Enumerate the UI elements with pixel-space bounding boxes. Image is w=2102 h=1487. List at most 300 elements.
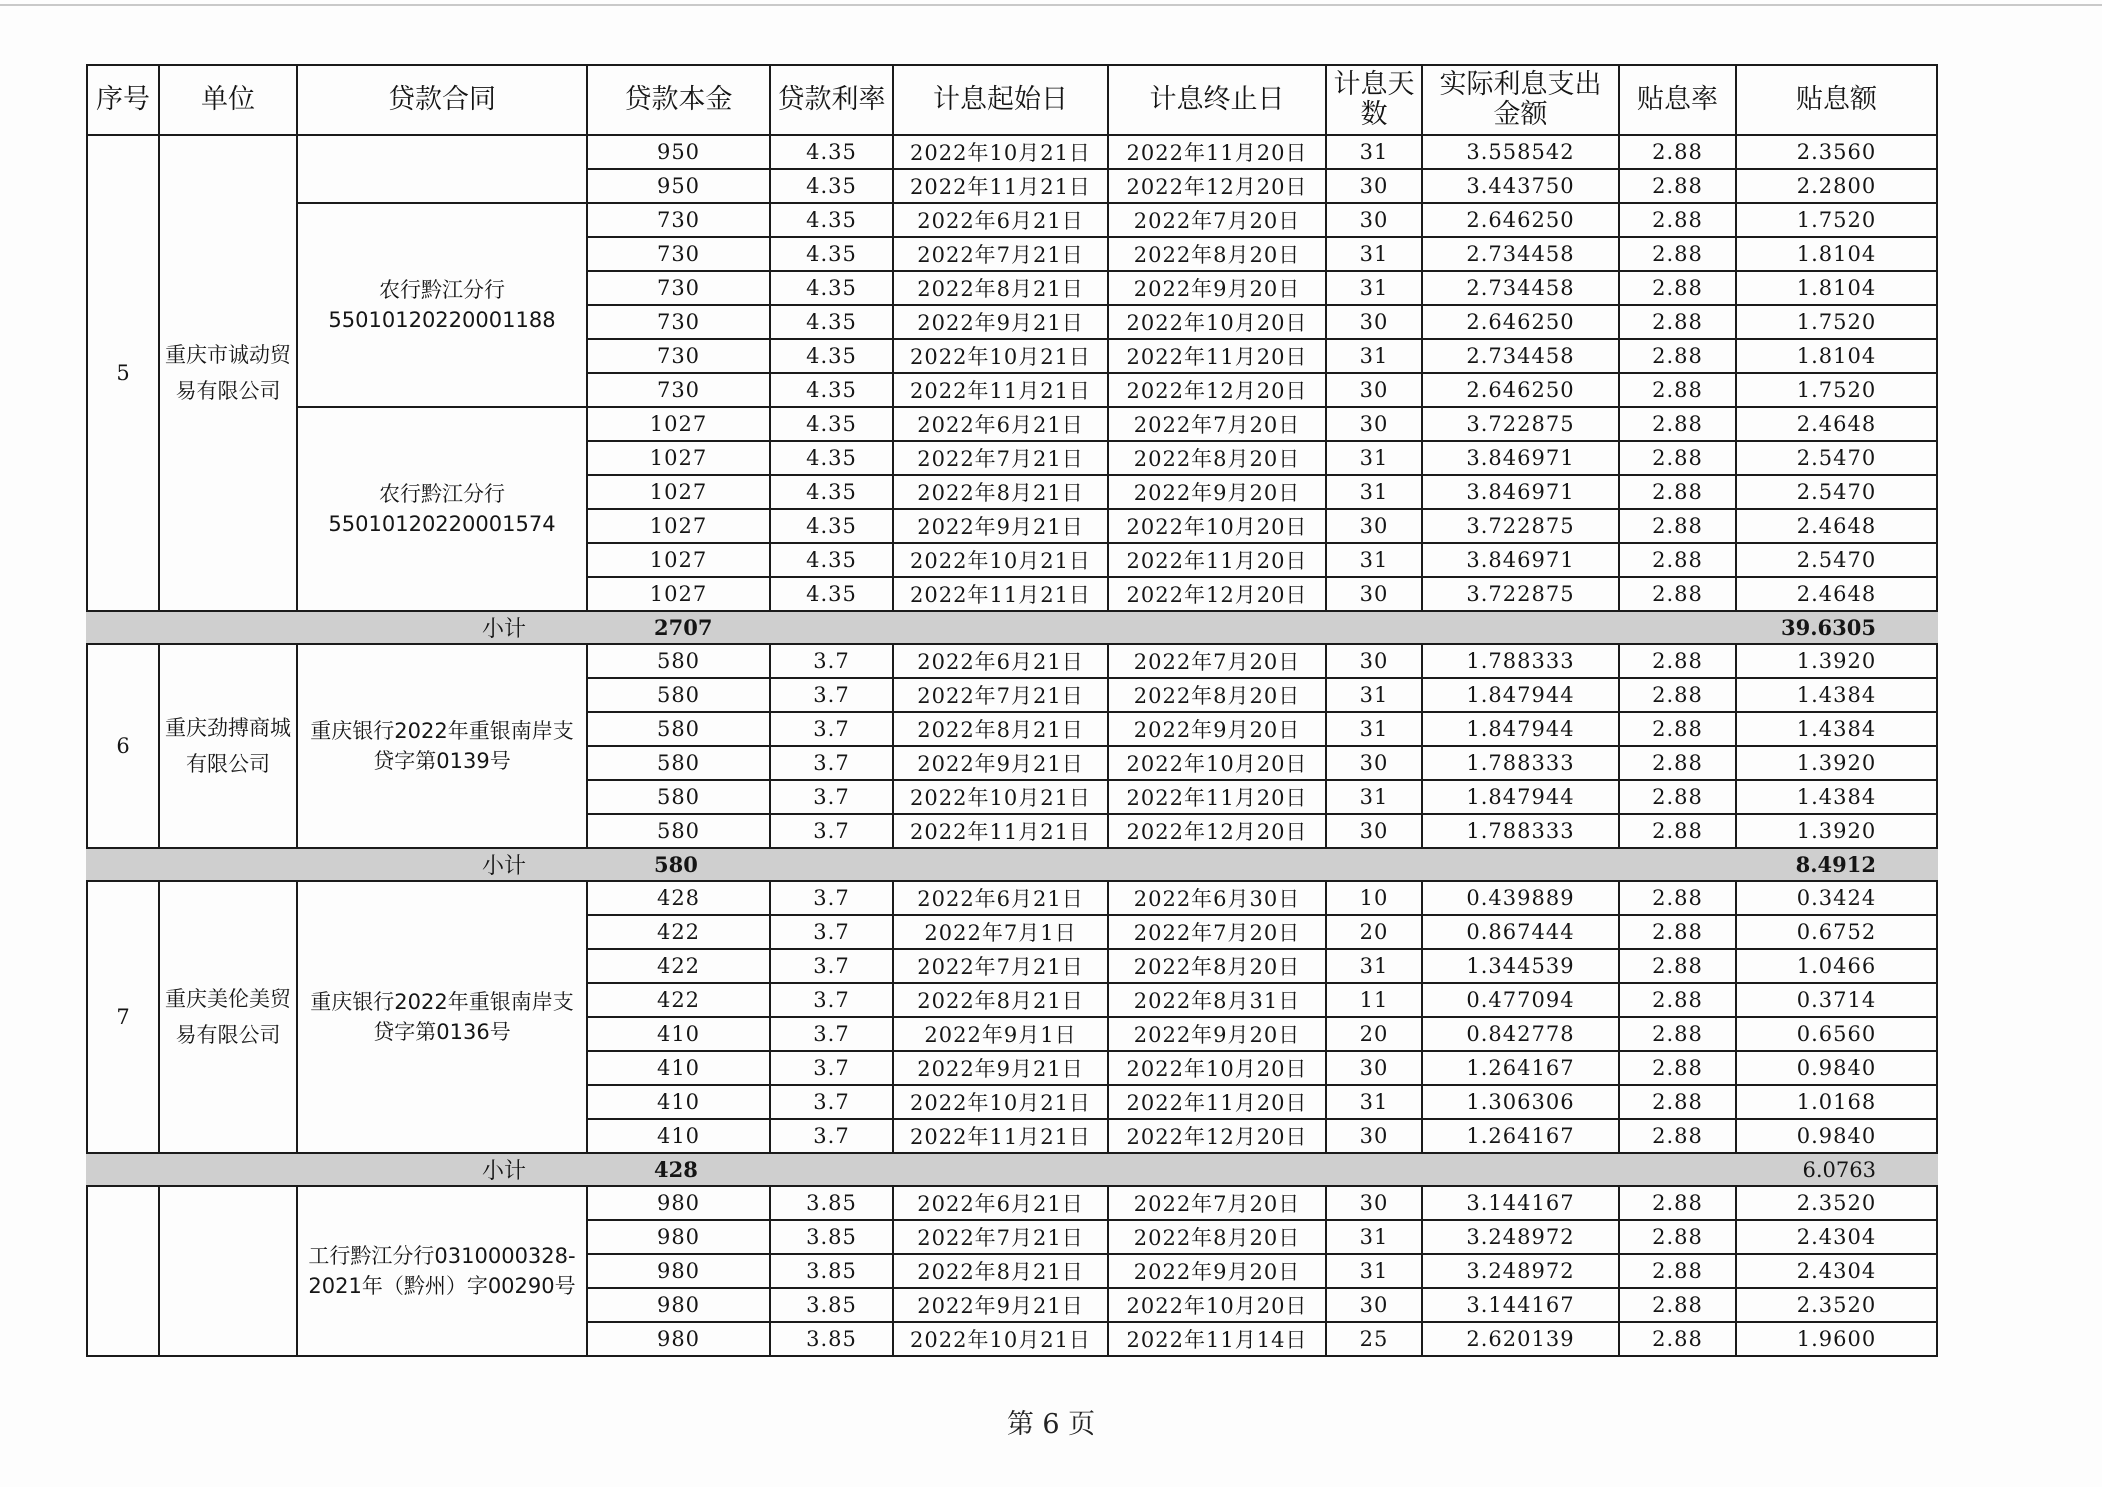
cell-start-date: 2022年9月21日 xyxy=(893,509,1108,543)
cell-subsidy-rate: 2.88 xyxy=(1619,1119,1736,1153)
cell-interest: 1.788333 xyxy=(1422,644,1619,678)
cell-end-date: 2022年9月20日 xyxy=(1108,271,1326,305)
group-unit-name: 重庆市诚动贸易有限公司 xyxy=(159,135,297,611)
cell-days: 30 xyxy=(1326,644,1422,678)
cell-subsidy-amount: 2.4648 xyxy=(1736,407,1937,441)
cell-rate: 3.7 xyxy=(770,1085,893,1119)
cell-start-date: 2022年9月21日 xyxy=(893,746,1108,780)
subtotal-empty-cell xyxy=(893,1153,1108,1186)
table-row xyxy=(87,1186,1937,1220)
cell-start-date: 2022年8月21日 xyxy=(893,1254,1108,1288)
cell-start-date: 2022年7月21日 xyxy=(893,678,1108,712)
cell-interest: 2.734458 xyxy=(1422,237,1619,271)
cell-rate: 3.85 xyxy=(770,1186,893,1220)
subtotal-empty-cell xyxy=(770,848,893,881)
cell-days: 30 xyxy=(1326,407,1422,441)
cell-interest: 3.443750 xyxy=(1422,169,1619,203)
cell-subsidy-rate: 2.88 xyxy=(1619,746,1736,780)
cell-interest: 2.646250 xyxy=(1422,305,1619,339)
contract-name: 工行黔江分行0310000328-2021年（黔州）字00290号 xyxy=(297,1186,587,1356)
cell-end-date: 2022年11月20日 xyxy=(1108,543,1326,577)
cell-start-date: 2022年7月21日 xyxy=(893,1220,1108,1254)
cell-subsidy-amount: 1.4384 xyxy=(1736,712,1937,746)
subsidy-table xyxy=(86,64,1938,1357)
cell-principal: 730 xyxy=(587,271,770,305)
cell-start-date: 2022年7月21日 xyxy=(893,237,1108,271)
cell-interest: 1.788333 xyxy=(1422,814,1619,848)
group-seq: 5 xyxy=(87,135,159,611)
cell-start-date: 2022年9月21日 xyxy=(893,1288,1108,1322)
cell-interest: 3.722875 xyxy=(1422,509,1619,543)
cell-subsidy-amount: 1.7520 xyxy=(1736,373,1937,407)
cell-subsidy-rate: 2.88 xyxy=(1619,373,1736,407)
cell-principal: 1027 xyxy=(587,577,770,611)
cell-end-date: 2022年12月20日 xyxy=(1108,1119,1326,1153)
header-principal: 贷款本金 xyxy=(587,65,770,135)
cell-days: 31 xyxy=(1326,271,1422,305)
cell-principal: 980 xyxy=(587,1288,770,1322)
cell-start-date: 2022年11月21日 xyxy=(893,577,1108,611)
header-subsidy-amount: 贴息额 xyxy=(1736,65,1937,135)
cell-subsidy-rate: 2.88 xyxy=(1619,814,1736,848)
table-body xyxy=(87,135,1937,1356)
header-subsidy-rate: 贴息率 xyxy=(1619,65,1736,135)
cell-principal: 422 xyxy=(587,949,770,983)
cell-days: 30 xyxy=(1326,305,1422,339)
contract-name: 重庆银行2022年重银南岸支贷字第0136号 xyxy=(297,881,587,1153)
cell-rate: 4.35 xyxy=(770,475,893,509)
cell-end-date: 2022年10月20日 xyxy=(1108,509,1326,543)
cell-subsidy-amount: 2.5470 xyxy=(1736,543,1937,577)
cell-start-date: 2022年8月21日 xyxy=(893,271,1108,305)
cell-subsidy-rate: 2.88 xyxy=(1619,780,1736,814)
cell-subsidy-rate: 2.88 xyxy=(1619,305,1736,339)
cell-start-date: 2022年6月21日 xyxy=(893,1186,1108,1220)
cell-principal: 980 xyxy=(587,1254,770,1288)
cell-subsidy-rate: 2.88 xyxy=(1619,441,1736,475)
cell-start-date: 2022年8月21日 xyxy=(893,475,1108,509)
cell-days: 30 xyxy=(1326,814,1422,848)
cell-subsidy-amount: 0.3714 xyxy=(1736,983,1937,1017)
cell-rate: 4.35 xyxy=(770,339,893,373)
cell-subsidy-rate: 2.88 xyxy=(1619,237,1736,271)
cell-subsidy-rate: 2.88 xyxy=(1619,509,1736,543)
cell-rate: 3.7 xyxy=(770,949,893,983)
cell-rate: 4.35 xyxy=(770,577,893,611)
cell-interest: 3.846971 xyxy=(1422,543,1619,577)
cell-start-date: 2022年10月21日 xyxy=(893,339,1108,373)
cell-end-date: 2022年8月20日 xyxy=(1108,949,1326,983)
cell-interest: 3.144167 xyxy=(1422,1186,1619,1220)
subtotal-label: 小计 xyxy=(87,848,587,881)
cell-subsidy-rate: 2.88 xyxy=(1619,339,1736,373)
cell-end-date: 2022年8月20日 xyxy=(1108,678,1326,712)
subtotal-empty-cell xyxy=(893,611,1108,644)
cell-days: 30 xyxy=(1326,1288,1422,1322)
cell-subsidy-rate: 2.88 xyxy=(1619,407,1736,441)
contract-name: 农行黔江分行55010120220001574 xyxy=(297,407,587,611)
table-row xyxy=(87,135,1937,169)
cell-start-date: 2022年9月21日 xyxy=(893,1051,1108,1085)
cell-subsidy-amount: 0.9840 xyxy=(1736,1051,1937,1085)
cell-end-date: 2022年10月20日 xyxy=(1108,305,1326,339)
subtotal-empty-cell xyxy=(1108,1153,1326,1186)
cell-rate: 3.7 xyxy=(770,1051,893,1085)
cell-interest: 1.264167 xyxy=(1422,1119,1619,1153)
cell-end-date: 2022年12月20日 xyxy=(1108,373,1326,407)
cell-start-date: 2022年10月21日 xyxy=(893,543,1108,577)
cell-days: 31 xyxy=(1326,475,1422,509)
cell-days: 30 xyxy=(1326,509,1422,543)
cell-subsidy-amount: 0.6752 xyxy=(1736,915,1937,949)
cell-subsidy-amount: 2.4304 xyxy=(1736,1220,1937,1254)
subtotal-empty-cell xyxy=(1619,848,1736,881)
cell-interest: 2.734458 xyxy=(1422,271,1619,305)
cell-subsidy-rate: 2.88 xyxy=(1619,1322,1736,1356)
cell-rate: 4.35 xyxy=(770,305,893,339)
subtotal-label: 小计 xyxy=(87,1153,587,1186)
cell-end-date: 2022年7月20日 xyxy=(1108,407,1326,441)
cell-subsidy-rate: 2.88 xyxy=(1619,712,1736,746)
cell-start-date: 2022年6月21日 xyxy=(893,203,1108,237)
cell-days: 30 xyxy=(1326,169,1422,203)
cell-interest: 3.144167 xyxy=(1422,1288,1619,1322)
cell-rate: 3.85 xyxy=(770,1322,893,1356)
cell-days: 30 xyxy=(1326,1186,1422,1220)
cell-end-date: 2022年11月14日 xyxy=(1108,1322,1326,1356)
cell-interest: 1.847944 xyxy=(1422,712,1619,746)
cell-interest: 2.646250 xyxy=(1422,373,1619,407)
cell-start-date: 2022年7月1日 xyxy=(893,915,1108,949)
subtotal-principal: 2707 xyxy=(587,611,770,644)
cell-subsidy-rate: 2.88 xyxy=(1619,1051,1736,1085)
cell-principal: 730 xyxy=(587,203,770,237)
cell-subsidy-amount: 1.3920 xyxy=(1736,746,1937,780)
cell-principal: 1027 xyxy=(587,509,770,543)
table-row xyxy=(87,407,1937,441)
cell-subsidy-rate: 2.88 xyxy=(1619,169,1736,203)
header-rate: 贷款利率 xyxy=(770,65,893,135)
cell-subsidy-amount: 1.7520 xyxy=(1736,203,1937,237)
cell-subsidy-rate: 2.88 xyxy=(1619,881,1736,915)
cell-days: 31 xyxy=(1326,780,1422,814)
cell-start-date: 2022年11月21日 xyxy=(893,169,1108,203)
cell-end-date: 2022年8月20日 xyxy=(1108,441,1326,475)
group-seq xyxy=(87,1186,159,1356)
cell-days: 31 xyxy=(1326,1085,1422,1119)
cell-principal: 730 xyxy=(587,305,770,339)
subtotal-empty-cell xyxy=(770,611,893,644)
cell-interest: 2.734458 xyxy=(1422,339,1619,373)
cell-interest: 3.722875 xyxy=(1422,407,1619,441)
cell-end-date: 2022年11月20日 xyxy=(1108,1085,1326,1119)
cell-interest: 3.248972 xyxy=(1422,1254,1619,1288)
cell-start-date: 2022年9月21日 xyxy=(893,305,1108,339)
cell-principal: 950 xyxy=(587,169,770,203)
cell-end-date: 2022年8月20日 xyxy=(1108,1220,1326,1254)
cell-subsidy-amount: 2.4648 xyxy=(1736,577,1937,611)
cell-principal: 580 xyxy=(587,814,770,848)
cell-rate: 3.7 xyxy=(770,644,893,678)
cell-start-date: 2022年10月21日 xyxy=(893,135,1108,169)
cell-end-date: 2022年11月20日 xyxy=(1108,339,1326,373)
cell-start-date: 2022年7月21日 xyxy=(893,441,1108,475)
cell-end-date: 2022年9月20日 xyxy=(1108,712,1326,746)
cell-principal: 980 xyxy=(587,1186,770,1220)
cell-days: 31 xyxy=(1326,543,1422,577)
cell-rate: 3.7 xyxy=(770,780,893,814)
cell-subsidy-rate: 2.88 xyxy=(1619,1254,1736,1288)
cell-rate: 3.7 xyxy=(770,712,893,746)
cell-days: 30 xyxy=(1326,203,1422,237)
cell-days: 31 xyxy=(1326,712,1422,746)
header-end-date: 计息终止日 xyxy=(1108,65,1326,135)
cell-interest: 0.867444 xyxy=(1422,915,1619,949)
cell-start-date: 2022年11月21日 xyxy=(893,1119,1108,1153)
cell-principal: 580 xyxy=(587,746,770,780)
cell-days: 25 xyxy=(1326,1322,1422,1356)
cell-interest: 1.264167 xyxy=(1422,1051,1619,1085)
cell-days: 31 xyxy=(1326,949,1422,983)
cell-start-date: 2022年11月21日 xyxy=(893,814,1108,848)
cell-subsidy-amount: 0.3424 xyxy=(1736,881,1937,915)
cell-days: 31 xyxy=(1326,1220,1422,1254)
cell-principal: 410 xyxy=(587,1017,770,1051)
cell-end-date: 2022年9月20日 xyxy=(1108,1254,1326,1288)
cell-subsidy-rate: 2.88 xyxy=(1619,271,1736,305)
group-unit-name xyxy=(159,1186,297,1356)
cell-principal: 730 xyxy=(587,237,770,271)
cell-rate: 3.7 xyxy=(770,1017,893,1051)
group-seq: 6 xyxy=(87,644,159,848)
cell-subsidy-amount: 2.3520 xyxy=(1736,1288,1937,1322)
subtotal-principal: 580 xyxy=(587,848,770,881)
cell-subsidy-rate: 2.88 xyxy=(1619,1288,1736,1322)
subtotal-subsidy: 6.0763 xyxy=(1736,1153,1937,1186)
cell-days: 30 xyxy=(1326,577,1422,611)
cell-principal: 410 xyxy=(587,1051,770,1085)
cell-subsidy-amount: 1.4384 xyxy=(1736,678,1937,712)
cell-interest: 3.248972 xyxy=(1422,1220,1619,1254)
cell-interest: 1.847944 xyxy=(1422,678,1619,712)
cell-principal: 422 xyxy=(587,915,770,949)
cell-start-date: 2022年10月21日 xyxy=(893,1085,1108,1119)
cell-days: 31 xyxy=(1326,678,1422,712)
cell-days: 31 xyxy=(1326,441,1422,475)
subtotal-label: 小计 xyxy=(87,611,587,644)
cell-start-date: 2022年8月21日 xyxy=(893,712,1108,746)
cell-end-date: 2022年7月20日 xyxy=(1108,915,1326,949)
table-row xyxy=(87,881,1937,915)
cell-principal: 428 xyxy=(587,881,770,915)
cell-subsidy-rate: 2.88 xyxy=(1619,1017,1736,1051)
cell-principal: 730 xyxy=(587,373,770,407)
cell-days: 30 xyxy=(1326,373,1422,407)
cell-rate: 4.35 xyxy=(770,373,893,407)
scan-top-edge xyxy=(0,4,2102,6)
cell-start-date: 2022年6月21日 xyxy=(893,407,1108,441)
cell-principal: 580 xyxy=(587,712,770,746)
cell-subsidy-rate: 2.88 xyxy=(1619,203,1736,237)
cell-principal: 1027 xyxy=(587,475,770,509)
table-row xyxy=(87,203,1937,237)
cell-interest: 1.344539 xyxy=(1422,949,1619,983)
subtotal-row xyxy=(87,848,1937,881)
cell-principal: 580 xyxy=(587,678,770,712)
cell-end-date: 2022年6月30日 xyxy=(1108,881,1326,915)
cell-rate: 4.35 xyxy=(770,441,893,475)
cell-subsidy-rate: 2.88 xyxy=(1619,475,1736,509)
group-seq: 7 xyxy=(87,881,159,1153)
cell-rate: 3.85 xyxy=(770,1288,893,1322)
cell-rate: 4.35 xyxy=(770,543,893,577)
subtotal-empty-cell xyxy=(1619,611,1736,644)
cell-days: 31 xyxy=(1326,135,1422,169)
cell-subsidy-amount: 1.4384 xyxy=(1736,780,1937,814)
subtotal-empty-cell xyxy=(1422,1153,1619,1186)
cell-subsidy-rate: 2.88 xyxy=(1619,135,1736,169)
cell-interest: 3.558542 xyxy=(1422,135,1619,169)
subtotal-row xyxy=(87,611,1937,644)
cell-end-date: 2022年9月20日 xyxy=(1108,475,1326,509)
cell-subsidy-amount: 2.3560 xyxy=(1736,135,1937,169)
cell-principal: 730 xyxy=(587,339,770,373)
cell-subsidy-rate: 2.88 xyxy=(1619,915,1736,949)
cell-end-date: 2022年7月20日 xyxy=(1108,644,1326,678)
cell-interest: 0.439889 xyxy=(1422,881,1619,915)
cell-subsidy-rate: 2.88 xyxy=(1619,1085,1736,1119)
contract-name: 农行黔江分行55010120220001188 xyxy=(297,203,587,407)
cell-end-date: 2022年12月20日 xyxy=(1108,577,1326,611)
cell-principal: 410 xyxy=(587,1119,770,1153)
cell-start-date: 2022年9月1日 xyxy=(893,1017,1108,1051)
cell-days: 11 xyxy=(1326,983,1422,1017)
cell-rate: 3.85 xyxy=(770,1220,893,1254)
subtotal-principal: 428 xyxy=(587,1153,770,1186)
cell-subsidy-amount: 0.6560 xyxy=(1736,1017,1937,1051)
cell-rate: 3.7 xyxy=(770,746,893,780)
cell-principal: 1027 xyxy=(587,441,770,475)
cell-subsidy-amount: 2.4648 xyxy=(1736,509,1937,543)
group-unit-name: 重庆美伦美贸易有限公司 xyxy=(159,881,297,1153)
cell-rate: 3.7 xyxy=(770,814,893,848)
cell-subsidy-amount: 1.8104 xyxy=(1736,237,1937,271)
cell-rate: 3.7 xyxy=(770,915,893,949)
cell-subsidy-rate: 2.88 xyxy=(1619,644,1736,678)
cell-end-date: 2022年12月20日 xyxy=(1108,169,1326,203)
table-header xyxy=(87,65,1937,135)
cell-interest: 1.306306 xyxy=(1422,1085,1619,1119)
cell-subsidy-amount: 1.0168 xyxy=(1736,1085,1937,1119)
cell-subsidy-amount: 1.8104 xyxy=(1736,339,1937,373)
cell-days: 20 xyxy=(1326,1017,1422,1051)
cell-end-date: 2022年10月20日 xyxy=(1108,1288,1326,1322)
cell-rate: 3.7 xyxy=(770,678,893,712)
cell-principal: 1027 xyxy=(587,543,770,577)
header-unit: 单位 xyxy=(159,65,297,135)
cell-start-date: 2022年6月21日 xyxy=(893,644,1108,678)
cell-principal: 580 xyxy=(587,780,770,814)
cell-subsidy-amount: 2.4304 xyxy=(1736,1254,1937,1288)
cell-interest: 2.646250 xyxy=(1422,203,1619,237)
subtotal-empty-cell xyxy=(1326,848,1422,881)
contract-name xyxy=(297,135,587,203)
subtotal-empty-cell xyxy=(1326,611,1422,644)
subtotal-empty-cell xyxy=(1619,1153,1736,1186)
subtotal-empty-cell xyxy=(893,848,1108,881)
subtotal-empty-cell xyxy=(1108,611,1326,644)
cell-subsidy-rate: 2.88 xyxy=(1619,1186,1736,1220)
cell-end-date: 2022年10月20日 xyxy=(1108,1051,1326,1085)
subtotal-empty-cell xyxy=(770,1153,893,1186)
cell-principal: 422 xyxy=(587,983,770,1017)
header-days: 计息天数 xyxy=(1326,65,1422,135)
cell-end-date: 2022年8月31日 xyxy=(1108,983,1326,1017)
cell-subsidy-rate: 2.88 xyxy=(1619,678,1736,712)
subtotal-empty-cell xyxy=(1326,1153,1422,1186)
cell-principal: 980 xyxy=(587,1220,770,1254)
cell-start-date: 2022年7月21日 xyxy=(893,949,1108,983)
cell-rate: 4.35 xyxy=(770,509,893,543)
cell-subsidy-rate: 2.88 xyxy=(1619,543,1736,577)
cell-subsidy-amount: 0.9840 xyxy=(1736,1119,1937,1153)
cell-subsidy-amount: 1.3920 xyxy=(1736,814,1937,848)
cell-subsidy-rate: 2.88 xyxy=(1619,949,1736,983)
cell-principal: 580 xyxy=(587,644,770,678)
cell-end-date: 2022年11月20日 xyxy=(1108,780,1326,814)
cell-subsidy-amount: 2.3520 xyxy=(1736,1186,1937,1220)
cell-days: 30 xyxy=(1326,1119,1422,1153)
cell-subsidy-amount: 1.7520 xyxy=(1736,305,1937,339)
cell-rate: 4.35 xyxy=(770,271,893,305)
cell-start-date: 2022年11月21日 xyxy=(893,373,1108,407)
cell-subsidy-amount: 1.8104 xyxy=(1736,271,1937,305)
cell-end-date: 2022年10月20日 xyxy=(1108,746,1326,780)
cell-interest: 0.477094 xyxy=(1422,983,1619,1017)
table-row xyxy=(87,644,1937,678)
cell-subsidy-rate: 2.88 xyxy=(1619,983,1736,1017)
cell-principal: 980 xyxy=(587,1322,770,1356)
cell-start-date: 2022年10月21日 xyxy=(893,1322,1108,1356)
cell-days: 10 xyxy=(1326,881,1422,915)
cell-interest: 0.842778 xyxy=(1422,1017,1619,1051)
header-contract: 贷款合同 xyxy=(297,65,587,135)
cell-end-date: 2022年8月20日 xyxy=(1108,237,1326,271)
cell-subsidy-rate: 2.88 xyxy=(1619,1220,1736,1254)
cell-rate: 3.7 xyxy=(770,983,893,1017)
cell-rate: 4.35 xyxy=(770,203,893,237)
cell-interest: 3.846971 xyxy=(1422,441,1619,475)
cell-end-date: 2022年11月20日 xyxy=(1108,135,1326,169)
cell-days: 30 xyxy=(1326,1051,1422,1085)
cell-interest: 3.722875 xyxy=(1422,577,1619,611)
cell-subsidy-amount: 1.9600 xyxy=(1736,1322,1937,1356)
subtotal-subsidy: 8.4912 xyxy=(1736,848,1937,881)
cell-interest: 2.620139 xyxy=(1422,1322,1619,1356)
cell-days: 30 xyxy=(1326,746,1422,780)
subtotal-row xyxy=(87,1153,1937,1186)
cell-rate: 3.7 xyxy=(770,881,893,915)
cell-days: 20 xyxy=(1326,915,1422,949)
cell-rate: 3.85 xyxy=(770,1254,893,1288)
cell-end-date: 2022年9月20日 xyxy=(1108,1017,1326,1051)
cell-principal: 410 xyxy=(587,1085,770,1119)
cell-days: 31 xyxy=(1326,1254,1422,1288)
cell-end-date: 2022年12月20日 xyxy=(1108,814,1326,848)
cell-start-date: 2022年6月21日 xyxy=(893,881,1108,915)
subtotal-empty-cell xyxy=(1108,848,1326,881)
cell-subsidy-amount: 1.0466 xyxy=(1736,949,1937,983)
